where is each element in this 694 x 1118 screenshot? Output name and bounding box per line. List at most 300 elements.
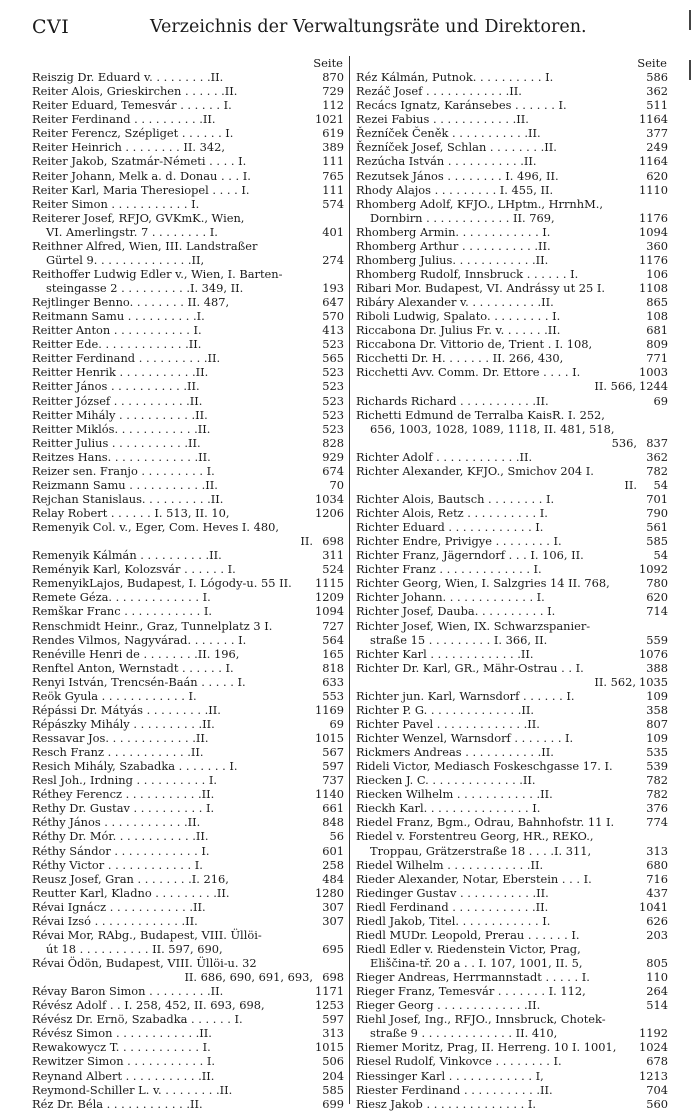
index-entry [356,787,668,801]
entry-name: Richter Endre, Privigye . . . . . . . . I. [356,534,562,549]
entry-name: Reményik Karl, Kolozsvár . . . . . . I. [32,562,236,577]
entry-page: 698 [322,534,344,549]
index-entry [32,886,344,900]
index-entry [356,267,668,281]
page-edge-mark [689,60,691,80]
entry-page: 110 [646,970,668,985]
entry-page: 1213 [639,1068,668,1083]
entry-name: Rewitzer Simon . . . . . . . . . . . I. [32,1054,215,1069]
entry-name: Rhomberg Arthur . . . . . . . . . . .II. [356,238,551,253]
entry-page: 106 [646,266,668,281]
index-entry [32,225,344,239]
index-entry [356,745,668,759]
entry-page: 1110 [639,182,668,197]
entry-name: Remenyik Col. v., Eger, Com. Heves I. 480, [32,520,280,535]
entry-page: 69 [653,393,668,408]
entry-name: II. [300,534,313,549]
entry-page: 523 [322,365,344,380]
entry-name: Reitter Henrik . . . . . . . . . . .II. [32,365,209,380]
entry-name: Richter Wenzel, Warnsdorf . . . . . . . I. [356,731,574,745]
entry-name: Reitter Miklós. . . . . . . . . . . .II. [32,421,211,436]
index-entry [32,829,344,843]
entry-name: Rezutsek János . . . . . . . . I. 496, II. [356,168,559,183]
entry-page: 437 [646,885,668,900]
entry-name: Réthy Victor . . . . . . . . . . . . I. [32,857,203,872]
index-entry [356,689,668,703]
entry-name: Rhomberg Julius. . . . . . . . . . . .II. [356,252,549,267]
entry-name: Riemer Moritz, Prag, II. Herreng. 10 I. 1001, [356,1040,617,1055]
index-entry [356,1026,668,1040]
entry-name: Révay Baron Simon . . . . . . . . .II. [32,984,224,999]
index-entry [32,731,344,745]
index-entry [356,1054,668,1068]
index-entry [356,970,668,984]
index-entry [356,337,668,351]
index-entry [356,309,668,323]
index-entry [356,914,668,928]
index-entry [356,520,668,534]
entry-page: 362 [646,449,668,464]
entry-page: 109 [646,688,668,703]
entry-page: 561 [646,520,668,535]
entry-page: 1192 [639,1026,668,1041]
entry-name: Ressavar Jos. . . . . . . . . . . . .II. [32,731,209,745]
entry-name: Richter Josef, Wien, IX. Schwarzspanier- [356,618,591,633]
entry-page: 699 [322,1096,344,1111]
entry-name: Riccabona Dr. Vittorio de, Trient . I. 108, [356,337,593,352]
index-entry [32,70,344,84]
entry-page: 165 [322,646,344,661]
index-entry [32,168,344,182]
entry-name: Riehl Josef, Ing., RFJO., Innsbruck, Chotek- [356,1012,606,1027]
entry-page: 514 [646,998,668,1013]
entry-page: 193 [322,281,344,295]
index-entry [32,633,344,647]
entry-page: 539 [646,759,668,774]
entry-page: 633 [322,674,344,689]
entry-name: RemenyikLajos, Budapest, I. Lógody-u. 55 II. [32,576,292,591]
index-entry [32,464,344,478]
entry-name: 536, [611,435,637,450]
index-entry [32,140,344,154]
index-entry [356,408,668,422]
entry-page: 249 [646,140,668,155]
page-header [32,14,672,42]
entry-name: II. 686, 690, 691, 693, [184,970,313,985]
index-entry [356,576,668,590]
entry-name: Reitmann Samu . . . . . . . . . .I. [32,309,205,324]
index-entry [32,323,344,337]
entry-page: 1164 [639,154,668,169]
entry-name: Reiter Alois, Grieskirchen . . . . . .II. [32,84,238,99]
index-entry [356,900,668,914]
entry-name: Riessinger Karl . . . . . . . . . . . . I, [356,1068,544,1083]
entry-name: Riesz Jakob . . . . . . . . . . . . . . I. [356,1096,536,1111]
entry-page: 1164 [639,112,668,127]
seite-heading: Seite [313,56,343,70]
index-entry [356,872,668,886]
entry-page: 870 [322,70,344,85]
entry-name: Richter Alois, Bautsch . . . . . . . . I. [356,491,555,506]
entry-name: Richter Josef, Dauba. . . . . . . . . . I. [356,604,556,619]
entry-page: 362 [646,84,668,99]
entry-page: 828 [322,435,344,450]
entry-page: 701 [646,491,668,506]
entry-name: Reizer sen. Franjo . . . . . . . . . I. [32,463,215,478]
entry-name: Reizmann Samu . . . . . . . . . . .II. [32,477,218,492]
index-entry [356,197,668,211]
entry-page: 1244 [639,379,668,394]
entry-page: 1035 [639,674,668,689]
index-entry [32,1040,344,1054]
entry-name: Richter Adolf . . . . . . . . . . . .II. [356,449,533,464]
index-entry [356,154,668,168]
index-entry [32,520,344,534]
entry-name: Riccabona Dr. Julius Fr. v. . . . . . .II. [356,323,561,338]
entry-name: Resch Franz . . . . . . . . . . . .II. [32,745,204,760]
index-entry [356,858,668,872]
entry-page: 523 [322,379,344,394]
entry-page: 1140 [315,787,344,802]
entry-name: Reiter Ferdinand . . . . . . . . . .II. [32,112,216,127]
index-entry [32,534,344,548]
entry-name: Riesel Rudolf, Vinkovce . . . . . . . . I. [356,1054,562,1069]
index-entry [32,211,344,225]
entry-page: 559 [646,632,668,647]
index-entry [356,928,668,942]
index-entry [32,351,344,365]
entry-page: 807 [646,716,668,731]
index-entry [356,1012,668,1026]
index-entry [32,604,344,618]
entry-name: Répászky Mihály . . . . . . . . . .II. [32,716,215,731]
entry-page: 619 [322,126,344,141]
index-entry [32,84,344,98]
index-entry [32,942,344,956]
entry-page: 54 [653,548,668,563]
entry-page: 574 [322,196,344,211]
entry-name: Reiterer Josef, RFJO, GVKmK., Wien, [32,210,245,225]
index-entry [32,422,344,436]
entry-page: 601 [322,843,344,858]
entry-name: Riecken J. C. . . . . . . . . . . . . .II. [356,773,536,788]
index-entry [356,759,668,773]
entry-name: Réthey Ferencz . . . . . . . . . . .II. [32,787,215,802]
entry-page: 765 [322,168,344,183]
entry-page: 108 [646,309,668,324]
index-entry [356,956,668,970]
entry-page: 70 [329,477,344,492]
entry-page: 570 [322,309,344,324]
entry-name: Rezúcha István . . . . . . . . . . .II. [356,154,537,169]
index-entry [356,281,668,295]
page-number: CVI [32,16,70,38]
index-entry [356,633,668,647]
entry-name: Rieger Andreas, Herrmannstadt . . . . . I. [356,970,590,985]
entry-name: Richter Johann. . . . . . . . . . . . . I. [356,590,545,605]
entry-name: Eliščina-tř. 20 a . . I. 107, 1001, II. 5, [370,956,583,970]
entry-name: Rhomberg Rudolf, Innsbruck . . . . . . I. [356,266,579,281]
index-entry [356,112,668,126]
entry-name: Révész Simon . . . . . . . . . . . .II. [32,1026,212,1041]
entry-page: 358 [646,702,668,717]
entry-page: 413 [322,323,344,338]
index-entry [32,183,344,197]
entry-name: II. 566, [594,379,636,394]
entry-page: 1034 [315,491,344,506]
entry-page: 678 [646,1054,668,1069]
entry-name: Reitter Mihály . . . . . . . . . . .II. [32,407,208,422]
entry-page: 848 [322,815,344,830]
entry-page: 620 [646,168,668,183]
index-entry [32,309,344,323]
index-entry [356,379,668,393]
index-entry [32,450,344,464]
index-entry [32,112,344,126]
entry-name: Reök Gyula . . . . . . . . . . . . I. [32,688,197,703]
index-entry [356,225,668,239]
index-entry [32,1068,344,1082]
index-entry [356,590,668,604]
entry-name: Reynand Albert . . . . . . . . . . .II. [32,1068,215,1083]
entry-name: Riedl Jakob, Titel. . . . . . . . . . . . I. [356,913,551,928]
entry-name: Richter Georg, Wien, I. Salzgries 14 II. 768, [356,576,610,591]
entry-name: Richter Franz, Jägerndorf . . . I. 106, II. [356,548,584,563]
entry-name: 656, 1003, 1028, 1089, 1118, II. 481, 518, [370,421,615,436]
index-entry [356,815,668,829]
entry-page: 597 [322,759,344,774]
entry-page: 1280 [315,885,344,900]
entry-name: Renéville Henri de . . . . . . . .II. 196, [32,646,240,661]
entry-name: Reitter Ede. . . . . . . . . . . . .II. [32,337,202,352]
entry-page: 585 [322,1082,344,1097]
index-entry [356,717,668,731]
entry-page: 506 [322,1054,344,1069]
entry-page: 567 [322,745,344,760]
entry-name: Relay Robert . . . . . . I. 513, II. 10, [32,506,230,520]
entry-page: 716 [646,871,668,886]
entry-page: 1021 [315,112,344,127]
index-entry [32,858,344,872]
entry-page: 313 [646,843,668,858]
entry-name: Reiszig Dr. Eduard v. . . . . . . . .II. [32,70,224,85]
entry-page: 647 [322,295,344,310]
index-entry [32,759,344,773]
entry-name: Richter P. G. . . . . . . . . . . . . .II. [356,702,534,717]
index-entry [32,661,344,675]
entry-page: 771 [646,351,668,366]
entry-page: 388 [646,660,668,675]
index-entry [32,984,344,998]
entry-name: Reiter Jakob, Szatmár-Németi . . . . I. [32,154,247,169]
entry-name: Rhomberg Armin. . . . . . . . . . . . I. [356,224,551,239]
index-entry [32,379,344,393]
entry-name: VI. Amerlingstr. 7 . . . . . . . . I. [46,224,218,239]
entry-page: 360 [646,238,668,253]
entry-page: 1076 [639,646,668,661]
index-entry [356,773,668,787]
index-entry [356,829,668,843]
index-entry [356,450,668,464]
entry-name: Reitter József . . . . . . . . . . .II. [32,393,203,408]
index-entry [356,351,668,365]
index-entry [32,1026,344,1040]
entry-name: Riedl Ferdinand . . . . . . . . . . . .II. [356,899,549,914]
index-entry [32,576,344,590]
entry-page: 586 [646,70,668,85]
entry-name: Remškar Franc . . . . . . . . . . . I. [32,604,212,619]
entry-page: 597 [322,1012,344,1027]
index-entry [356,703,668,717]
page-title: Verzeichnis der Verwaltungsräte und Direktoren. [150,17,587,37]
index-entry [356,604,668,618]
index-list-left [32,70,344,1111]
index-entry [356,140,668,154]
entry-name: Révai Ödön, Budapest, VIII. Üllöi-u. 32 [32,956,257,970]
index-entry [32,590,344,604]
entry-name: Řezníček Josef, Schlan . . . . . . . .II. [356,140,557,155]
entry-name: Riedl Edler v. Riedenstein Victor, Prag, [356,941,581,956]
entry-page: 274 [322,252,344,267]
index-entry [32,956,344,970]
entry-name: Réz Kálmán, Putnok. . . . . . . . . . I. [356,70,554,85]
index-entry [32,717,344,731]
entry-page: 695 [322,941,344,956]
entry-page: 1176 [639,210,668,225]
entry-name: Renftel Anton, Wernstadt . . . . . . I. [32,660,234,675]
index-entry [356,942,668,956]
entry-page: 1176 [639,252,668,267]
entry-page: 1169 [315,702,344,717]
entry-name: Richter Franz . . . . . . . . . . . . . I. [356,562,542,577]
entry-page: 258 [322,857,344,872]
entry-name: Riedel Wilhelm . . . . . . . . . . . .II. [356,857,544,872]
entry-page: 565 [322,351,344,366]
entry-page: 564 [322,632,344,647]
entry-page: 111 [322,182,344,197]
entry-name: Řezníček Čeněk . . . . . . . . . . .II. [356,126,541,141]
entry-page: 1253 [315,998,344,1013]
index-entry [356,478,668,492]
entry-name: Répássi Dr. Mátyás . . . . . . . . .II. [32,702,221,717]
entry-name: Rejchan Stanislaus. . . . . . . . . .II. [32,491,224,506]
entry-name: Reiter Johann, Melk a. d. Donau . . . I. [32,168,251,183]
entry-page: 661 [322,801,344,816]
index-entry [356,998,668,1012]
index-entry [356,239,668,253]
entry-name: Réthy Dr. Mór. . . . . . . . . . . .II. [32,829,209,844]
entry-page: 809 [646,337,668,352]
index-entry [32,998,344,1012]
entry-page: 729 [322,84,344,99]
index-entry [32,478,344,492]
entry-name: Reithner Alfred, Wien, III. Landstraßer [32,238,258,253]
index-entry [32,295,344,309]
index-entry [32,815,344,829]
index-entry [356,562,668,576]
index-entry [356,211,668,225]
index-entry [32,647,344,661]
entry-page: 1024 [639,1040,668,1055]
entry-page: 1171 [315,984,344,999]
entry-page: 865 [646,295,668,310]
index-entry [356,801,668,815]
entry-page: 1108 [639,281,668,295]
index-entry [32,1012,344,1026]
entry-name: Riboli Ludwig, Spalato. . . . . . . . . I. [356,309,561,324]
entry-page: 620 [646,590,668,605]
entry-page: 264 [646,984,668,999]
index-entry [356,843,668,857]
entry-page: 313 [322,1026,344,1041]
entry-name: Rhomberg Adolf, KFJO., LHptm., HrrnhM., [356,196,603,211]
entry-page: 1092 [639,562,668,577]
index-entry [32,689,344,703]
entry-name: Rieckh Karl. . . . . . . . . . . . . . . I. [356,801,541,816]
index-entry [32,253,344,267]
index-entry [32,843,344,857]
entry-name: Gürtel 9. . . . . . . . . . . . . .II, [46,252,205,267]
entry-page: 782 [646,787,668,802]
entry-page: 704 [646,1082,668,1097]
index-entry [32,126,344,140]
entry-page: 523 [322,337,344,352]
entry-name: Reiter Karl, Maria Theresiopel . . . . I. [32,182,250,197]
entry-page: 1209 [315,590,344,605]
entry-page: 585 [646,534,668,549]
entry-name: Reitter Ferdinand . . . . . . . . . .II. [32,351,221,366]
entry-page: 401 [322,224,344,239]
entry-page: 780 [646,576,668,591]
entry-page: 929 [322,449,344,464]
entry-page: 523 [322,407,344,422]
index-entry [356,1083,668,1097]
entry-page: 56 [329,829,344,844]
entry-page: 109 [646,731,668,745]
index-entry [356,548,668,562]
entry-page: 311 [322,548,344,563]
index-entry [32,337,344,351]
left-column [32,56,344,1111]
entry-name: Recács Ignatz, Karánsebes . . . . . . I. [356,98,567,113]
entry-name: steingasse 2 . . . . . . . . . .I. 349, II. [46,281,244,295]
index-entry [32,365,344,379]
entry-name: Reitter Anton . . . . . . . . . . . I. [32,323,202,338]
entry-name: Troppau, Grätzerstraße 18 . . . .I. 311, [370,843,592,858]
entry-name: Reitzes Hans. . . . . . . . . . . . .II. [32,449,211,464]
index-entry [356,436,668,450]
entry-name: Riedel v. Forstentreu Georg, HR., REKO., [356,829,594,844]
entry-page: 837 [646,435,668,450]
index-entry [32,1083,344,1097]
entry-page: 1206 [315,506,344,520]
entry-name: Riedel Franz, Bgm., Odrau, Bahnhofstr. 11 I. [356,815,615,830]
entry-name: Richter Dr. Karl, GR., Mähr-Ostrau . . I. [356,660,584,675]
entry-page: 782 [646,773,668,788]
index-entry [32,773,344,787]
entry-page: 790 [646,506,668,520]
entry-name: Richter Alois, Retz . . . . . . . . . . I. [356,506,548,520]
entry-name: Réthy János . . . . . . . . . . . .II. [32,815,201,830]
index-entry [356,183,668,197]
index-entry [32,703,344,717]
entry-page: 782 [646,463,668,478]
index-entry [356,253,668,267]
entry-name: Ricchetti Dr. H. . . . . . . II. 266, 430, [356,351,564,366]
entry-name: Révai Ignácz . . . . . . . . . . . .II. [32,899,206,914]
entry-name: straße 9 . . . . . . . . . . . . . II. 410, [370,1026,558,1041]
entry-name: Reiter Heinrich . . . . . . . . II. 342, [32,140,225,155]
